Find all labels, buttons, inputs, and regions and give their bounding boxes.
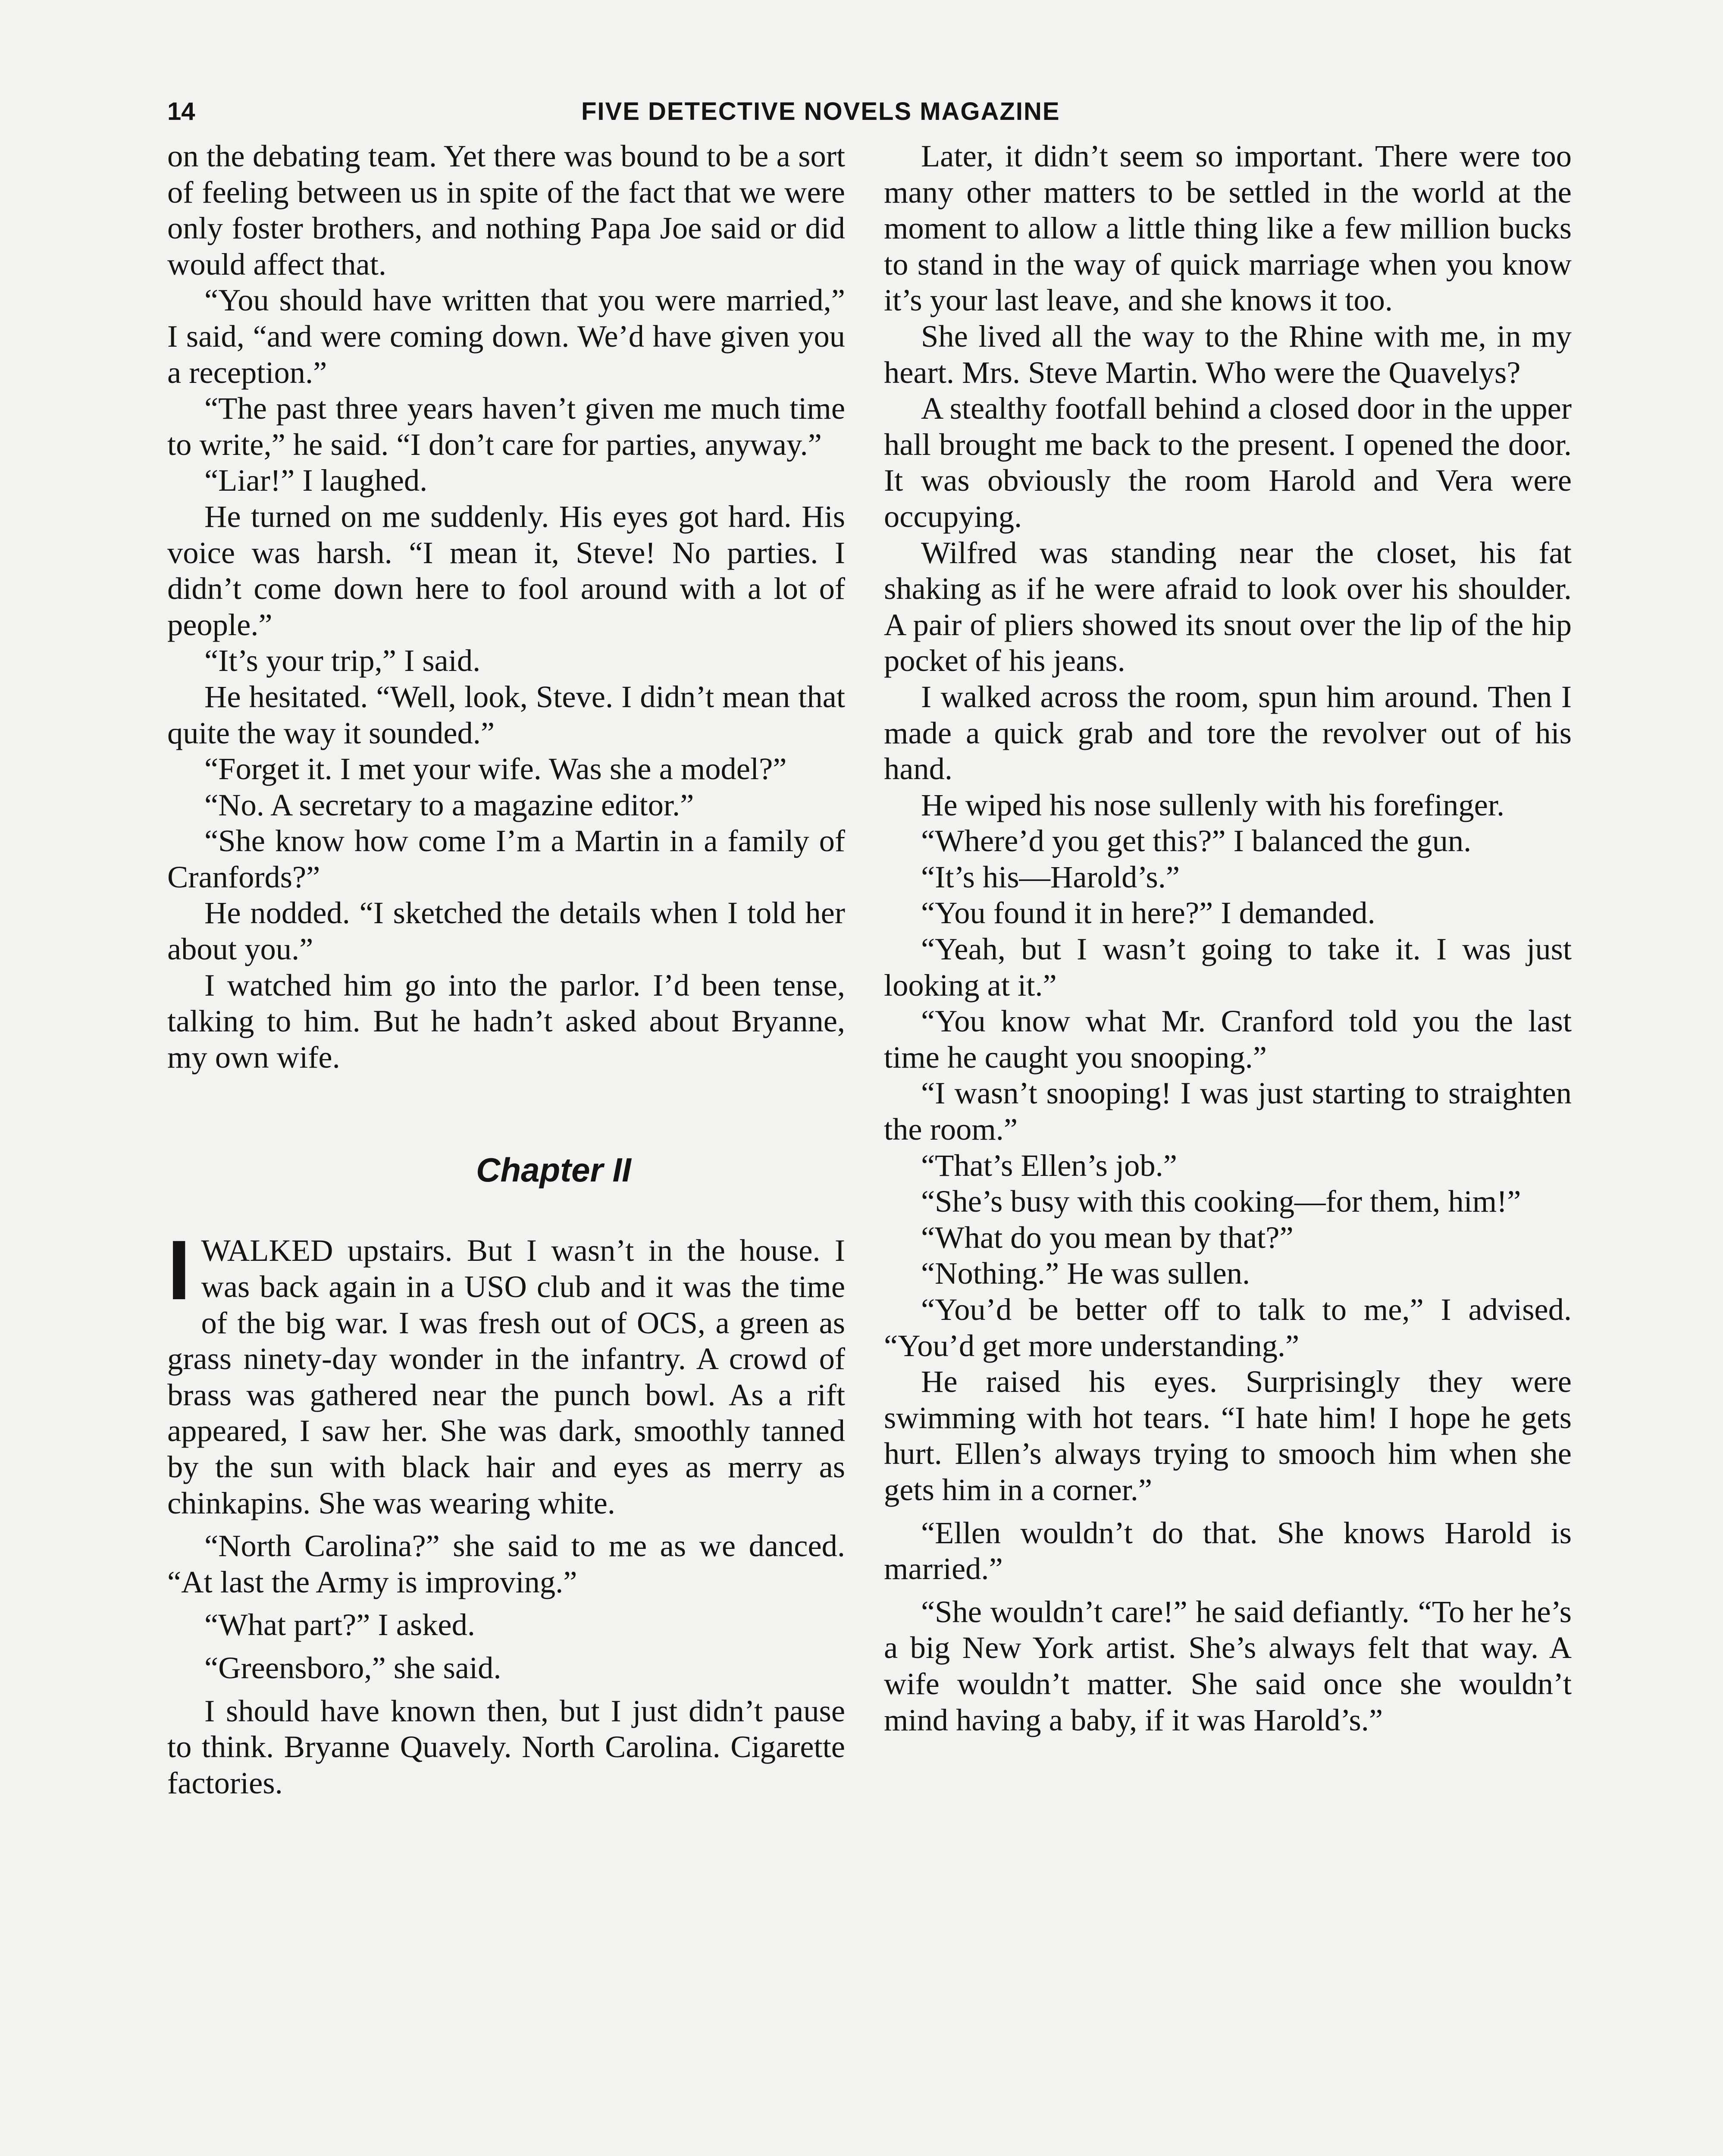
paragraph: “No. A secretary to a magazine editor.” — [204, 787, 694, 822]
paragraph: “She wouldn’t care!” he said defiantly. “To her he’s a big New York artist. She’s always felt that way. A wife wouldn’t matter. She said once she wouldn’t mind having a baby, if it was Harold’s.” — [884, 1594, 1572, 1737]
paragraph: He raised his eyes. Surprisingly they were swimming with hot tears. “I hate him! I hope he gets hurt. Ellen’s always trying to smooch him when she gets him in a corner.” — [884, 1364, 1572, 1507]
paragraph: “North Carolina?” she said to me as we danced. “At last the Army is improving.” — [167, 1528, 845, 1599]
paragraph: I walked across the room, spun him around. Then I made a quick grab and tore the revolver out of his hand. — [884, 679, 1572, 787]
chapter-opening-paragraph — [167, 1223, 845, 1521]
paragraph: “You’d be better off to talk to me,” I advised. “You’d get more understanding.” — [884, 1292, 1572, 1363]
paragraph: “You know what Mr. Cranford told you the last time he caught you snooping.” — [884, 1003, 1572, 1075]
paragraph: “She’s busy with this cooking—for them, him!” — [921, 1184, 1521, 1219]
paragraph: “That’s Ellen’s job.” — [921, 1147, 1177, 1183]
paragraph: He nodded. “I sketched the details when I told her about you.” — [167, 895, 845, 967]
drop-cap: I — [167, 1223, 191, 1318]
paragraph: Wilfred was standing near the closet, his fat shaking as if he were afraid to look over his shoulder. A pair of pliers showed its snout over the lip of the hip pocket of his jeans. — [884, 535, 1572, 678]
paragraph: “It’s his—Harold’s.” — [921, 859, 1180, 894]
paragraph: “Nothing.” He was sullen. — [921, 1256, 1250, 1291]
paragraph: Later, it didn’t seem so important. There were too many other matters to be settled in the world at the moment to allow a little thing like a few million bucks to stand in the way of quick marriage when you know it’s your last leave, and she knows it too. — [884, 138, 1572, 318]
paragraph: on the debating team. Yet there was bound to be a sort of feeling between us in spite of the fact that we were only foster brothers, and nothing Papa Joe said or did would affect that. — [167, 138, 845, 282]
paragraph: He hesitated. “Well, look, Steve. I didn’t mean that quite the way it sounded.” — [167, 679, 845, 750]
paragraph: “Greensboro,” she said. — [204, 1650, 501, 1685]
paragraph: He wiped his nose sullenly with his forefinger. — [921, 787, 1505, 822]
paragraph: I should have known then, but I just didn’t pause to think. Bryanne Quavely. North Carolina. Cigarette factories. — [167, 1693, 845, 1800]
paragraph: “You should have written that you were married,” I said, “and were coming down. We’d have given you a reception.” — [167, 282, 845, 390]
paragraph: “She know how come I’m a Martin in a family of Cranfords?” — [167, 823, 845, 894]
left-column — [167, 138, 845, 1801]
paragraph: “Where’d you get this?” I balanced the gun. — [921, 823, 1472, 859]
paragraph: “Liar!” I laughed. — [204, 463, 428, 498]
paragraph: “What do you mean by that?” — [921, 1219, 1294, 1255]
page-number: 14 — [167, 97, 195, 125]
paragraph: “Yeah, but I wasn’t going to take it. I was just looking at it.” — [884, 931, 1572, 1003]
paragraph: A stealthy footfall behind a closed door in the upper hall brought me back to the present. I opened the door. It was obviously the room Harold and Vera were occupying. — [884, 391, 1572, 534]
paragraph: “Ellen wouldn’t do that. She knows Harold is married.” — [884, 1515, 1572, 1586]
paragraph: “It’s your trip,” I said. — [204, 643, 481, 678]
magazine-title: FIVE DETECTIVE NOVELS MAGAZINE — [581, 97, 1060, 125]
opening-text: WALKED upstairs. But I wasn’t in the house. I was back again in a USO club and it was the time of the big war. I was fresh out of OCS, a green as grass ninety-day wonder in the infantry. A crowd of brass was gathered near the punch bowl. As a rift appeared, I saw her. She was dark, smoothly tanned by the sun with black hair and eyes as merry as chinkapins. She was wearing white. — [167, 1233, 845, 1520]
paragraph: “I wasn’t snooping! I was just starting to straighten the room.” — [884, 1075, 1572, 1147]
paragraph: “Forget it. I met your wife. Was she a model?” — [204, 751, 787, 787]
paragraph: “You found it in here?” I demanded. — [921, 895, 1375, 931]
paragraph: She lived all the way to the Rhine with me, in my heart. Mrs. Steve Martin. Who were the Quavelys? — [884, 318, 1572, 390]
paragraph: “What part?” I asked. — [204, 1607, 475, 1642]
paragraph: I watched him go into the parlor. I’d been tense, talking to him. But he hadn’t asked about Bryanne, my own wife. — [167, 967, 845, 1075]
right-column — [884, 138, 1572, 1738]
page-header — [167, 97, 1560, 136]
paragraph: He turned on me suddenly. His eyes got hard. His voice was harsh. “I mean it, Steve! No parties. I didn’t come down here to fool around with a lot of people.” — [167, 498, 845, 642]
paragraph: “The past three years haven’t given me much time to write,” he said. “I don’t care for parties, anyway.” — [167, 391, 845, 462]
chapter-heading: Chapter II — [476, 1151, 631, 1189]
